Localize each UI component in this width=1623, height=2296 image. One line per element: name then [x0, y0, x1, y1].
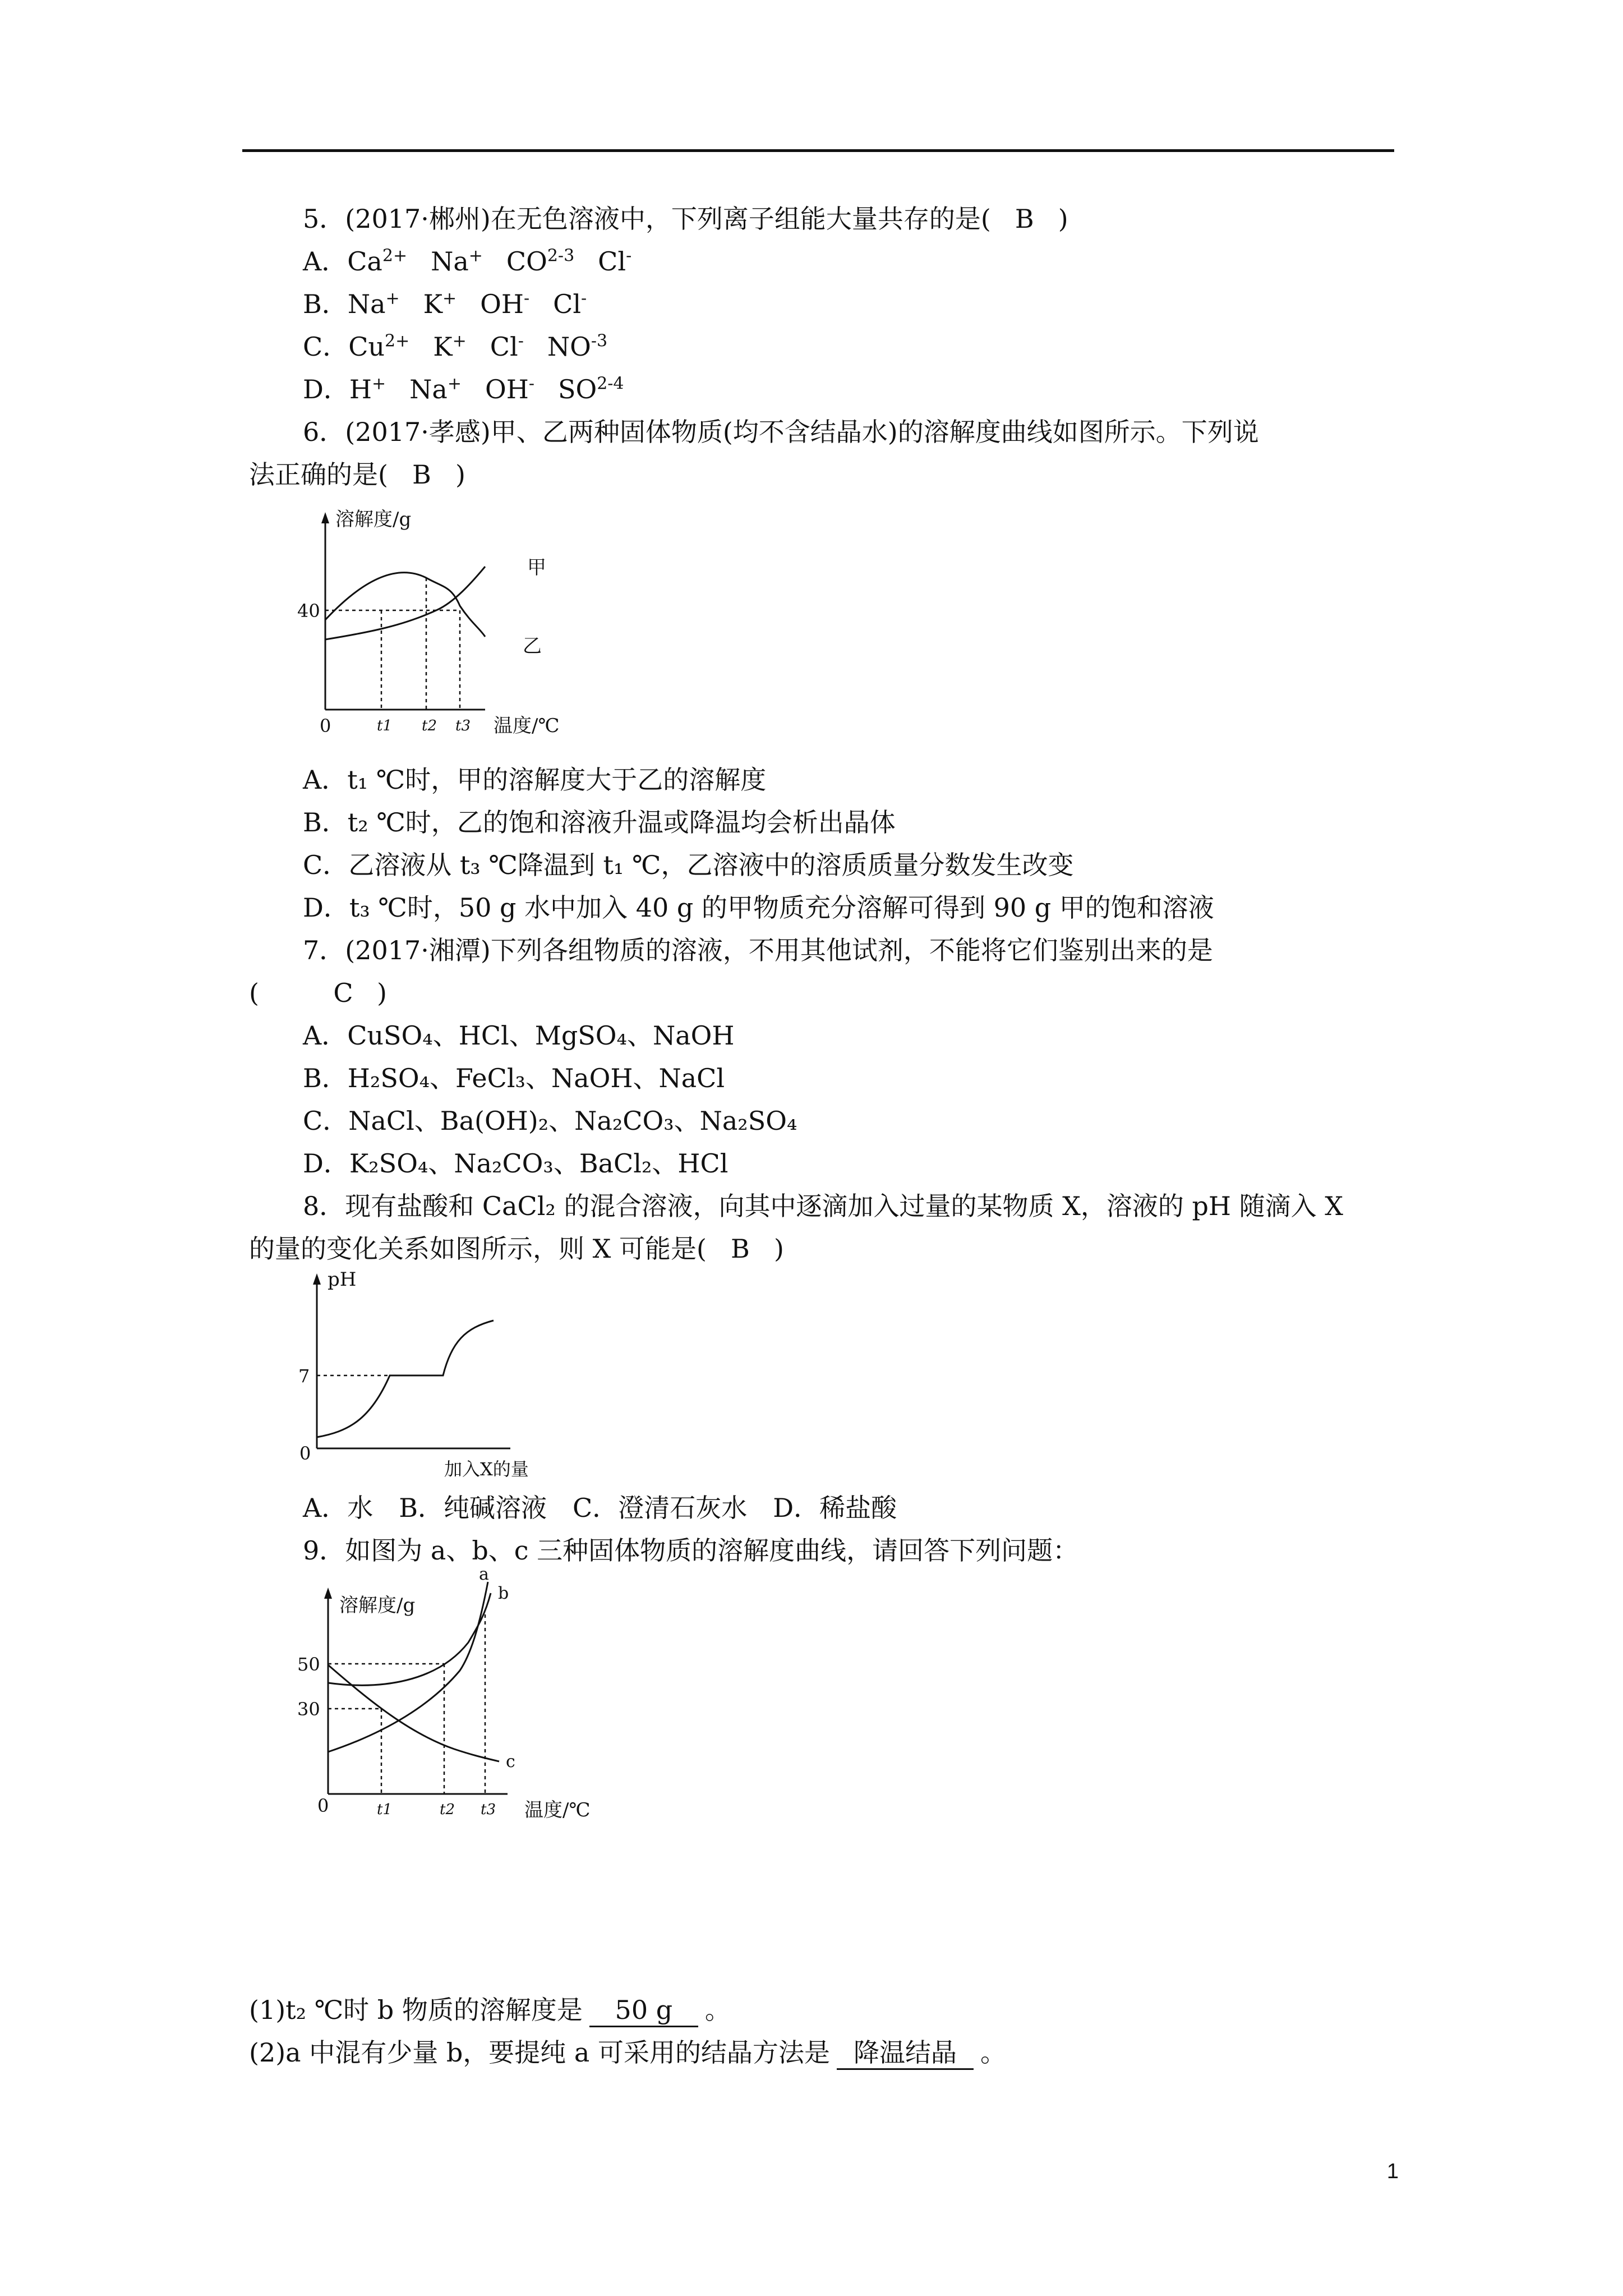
option-label: C． [303, 332, 349, 362]
ion: H+ [349, 374, 386, 404]
q6-x-tick-t1: t1 [377, 717, 392, 734]
ion: Na+ [409, 374, 462, 404]
q8-y-label: pH [328, 1268, 357, 1291]
q7-answer-line: ( C ) [249, 978, 387, 1008]
q6-option-c: C．乙溶液从 t₃ ℃降温到 t₁ ℃，乙溶液中的溶质质量分数发生改变 [303, 850, 1074, 880]
q8-origin: 0 [299, 1443, 311, 1464]
q9-y-tick-50: 50 [297, 1654, 320, 1675]
ion: $NO^{-3}$ [547, 331, 608, 362]
q6-solubility-chart [292, 508, 583, 749]
q6-curve-yi [325, 573, 485, 637]
q9-y-label: 溶解度/g [339, 1594, 416, 1617]
ion: OH- [480, 288, 530, 319]
q9-sub1: (1)t₂ ℃时 b 物质的溶解度是 50 g 。 [249, 1994, 731, 2027]
ion: OH- [485, 374, 534, 404]
q9-sub1-answer: 50 g [589, 1994, 698, 2027]
q5-option-a [303, 246, 631, 277]
q9-stem: 9．如图为 a、b、c 三种固体物质的溶解度曲线，请回答下列问题： [303, 1535, 1079, 1566]
q8-x-label: 加入X的量 [444, 1458, 529, 1480]
q5-stem: 5．(2017·郴州)在无色溶液中，下列离子组能大量共存的是( B ) [303, 204, 1068, 234]
ion: Cl- [553, 288, 587, 319]
q8-y-arrow [313, 1273, 321, 1285]
q7-option-a: A．CuSO₄、HCl、MgSO₄、NaOH [303, 1020, 735, 1051]
q9-solubility-chart [292, 1565, 606, 1828]
q9-sub2: (2)a 中混有少量 b，要提纯 a 可采用的结晶方法是 降温结晶 。 [249, 2037, 1006, 2070]
q9-y-tick-30: 30 [297, 1699, 320, 1720]
q9-sub2-answer: 降温结晶 [837, 2037, 974, 2070]
option-label: D． [303, 374, 349, 404]
q6-answer: B [412, 459, 431, 490]
page-number: 1 [1386, 2160, 1399, 2183]
q9-series-label-a: a [479, 1565, 489, 1584]
q7-option-b: B．H₂SO₄、FeCl₃、NaOH、NaCl [303, 1063, 725, 1093]
option-label: A． [303, 246, 348, 277]
q8-ph-chart [292, 1269, 561, 1493]
q6-x-tick-t3: t3 [455, 717, 471, 734]
q6-option-a: A．t₁ ℃时，甲的溶解度大于乙的溶解度 [303, 765, 767, 795]
q6-curve-jia [325, 567, 485, 639]
q8-ph-curve [317, 1320, 494, 1437]
ion: Cl- [490, 331, 524, 362]
q6-stem-line1: 6．(2017·孝感)甲、乙两种固体物质(均不含结晶水)的溶解度曲线如图所示。下列说 [303, 417, 1259, 447]
ion: Cl- [598, 246, 632, 277]
q9-series-label-c: c [506, 1752, 515, 1772]
ion: CO$^{2-3}$ [506, 246, 575, 277]
q9-x-tick-t3: t3 [481, 1801, 496, 1818]
q6-option-d: D．t₃ ℃时，50 g 水中加入 40 g 的甲物质充分溶解可得到 90 g 甲的饱和溶液 [303, 892, 1214, 923]
q7-option-d: D．K₂SO₄、Na₂CO₃、BaCl₂、HCl [303, 1148, 728, 1179]
q6-stem-line2: 法正确的是( B ) [249, 459, 465, 490]
q9-y-arrow [324, 1588, 332, 1599]
q9-x-tick-t1: t1 [377, 1801, 392, 1818]
ion: Na+ [431, 246, 483, 277]
q5-option-d [303, 374, 624, 405]
ion: $Cu^{2+}$ [348, 331, 410, 362]
q6-option-b: B．t₂ ℃时，乙的饱和溶液升温或降温均会析出晶体 [303, 807, 896, 838]
q8-options: A．水 B．纯碱溶液 C．澄清石灰水 D．稀盐酸 [303, 1493, 897, 1523]
q7-answer: C [333, 978, 353, 1008]
q7-option-c: C．NaCl、Ba(OH)₂、Na₂CO₃、Na₂SO₄ [303, 1106, 797, 1136]
q5-option-c [303, 331, 607, 362]
q6-y-arrow [321, 512, 329, 523]
q5-option-b [303, 288, 587, 320]
q7-stem: 7．(2017·湘潭)下列各组物质的溶液，不用其他试剂，不能将它们鉴别出来的是 [303, 935, 1213, 965]
q6-x-label: 温度/℃ [494, 715, 560, 737]
option-label: B． [303, 289, 348, 319]
q8-stem-line1: 8．现有盐酸和 CaCl₂ 的混合溶液，向其中逐滴加入过量的某物质 X，溶液的 pH 随滴入 X [303, 1191, 1344, 1221]
q6-series-label-jia: 甲 [527, 556, 546, 579]
q8-y-tick-7: 7 [298, 1365, 310, 1387]
q6-y-tick-40: 40 [297, 600, 320, 622]
ion: $Ca^{2+}$ [347, 246, 408, 277]
q6-y-label: 溶解度/g [335, 508, 412, 531]
header-rule [242, 149, 1394, 152]
q6-x-tick-t2: t2 [422, 717, 437, 734]
q6-series-label-yi: 乙 [523, 635, 542, 657]
q8-answer: B [731, 1234, 750, 1264]
q9-series-label-b: b [498, 1584, 509, 1603]
q9-curve-c [328, 1665, 499, 1761]
q5-answer: B [1015, 204, 1034, 234]
q9-origin: 0 [317, 1795, 329, 1816]
q9-x-tick-t2: t2 [440, 1801, 455, 1818]
ion: Na+ [347, 288, 400, 319]
q9-x-label: 温度/℃ [524, 1799, 591, 1821]
ion: SO$^{2-4}$ [557, 374, 624, 404]
ion: K+ [423, 288, 457, 319]
q8-stem-line2: 的量的变化关系如图所示，则 X 可能是( B ) [249, 1234, 784, 1264]
q6-origin: 0 [320, 715, 331, 737]
ion: K+ [433, 331, 467, 362]
